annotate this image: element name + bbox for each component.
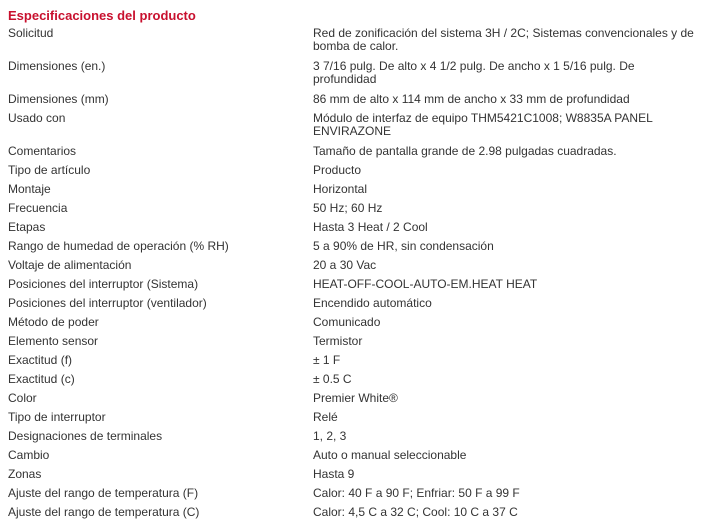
spec-value: Módulo de interfaz de equipo THM5421C1008; W8835A PANEL ENVIRAZONE (313, 111, 653, 138)
spec-label: Usado con (8, 111, 66, 125)
spec-value: Calor: 40 F a 90 F; Enfriar: 50 F a 99 F (313, 486, 520, 500)
spec-label: Exactitud (c) (8, 372, 75, 386)
spec-label: Solicitud (8, 26, 54, 40)
spec-value: Auto o manual seleccionable (313, 448, 467, 462)
spec-row (8, 297, 701, 316)
spec-label: Voltaje de alimentación (8, 258, 132, 272)
spec-label: Método de poder (8, 315, 99, 329)
spec-label: Frecuencia (8, 201, 68, 215)
spec-value: Hasta 9 (313, 467, 355, 481)
spec-label: Exactitud (f) (8, 353, 73, 367)
spec-value: HEAT-OFF-COOL-AUTO-EM.HEAT HEAT (313, 277, 538, 291)
spec-row (8, 93, 701, 112)
spec-label: Montaje (8, 182, 51, 196)
specifications-table (8, 27, 701, 525)
spec-row (8, 112, 701, 145)
spec-label: Dimensiones (en.) (8, 59, 106, 73)
spec-row (8, 468, 701, 487)
spec-row (8, 487, 701, 506)
spec-label: Elemento sensor (8, 334, 99, 348)
spec-value: Red de zonificación del sistema 3H / 2C; Sistemas convencionales y de bomba de calor. (313, 26, 694, 53)
spec-value: Hasta 3 Heat / 2 Cool (313, 220, 428, 234)
spec-label: Cambio (8, 448, 50, 462)
spec-value: 50 Hz; 60 Hz (313, 201, 383, 215)
spec-value: Relé (313, 410, 338, 424)
spec-label: Etapas (8, 220, 46, 234)
spec-value: 20 a 30 Vac (313, 258, 377, 272)
spec-label: Posiciones del interruptor (Sistema) (8, 277, 199, 291)
spec-label: Comentarios (8, 144, 77, 158)
spec-row (8, 411, 701, 430)
spec-label: Tipo de interruptor (8, 410, 106, 424)
spec-value: Premier White® (313, 391, 398, 405)
spec-value: ± 0.5 C (313, 372, 352, 386)
spec-value: Producto (313, 163, 362, 177)
spec-row (8, 202, 701, 221)
spec-row (8, 27, 701, 60)
spec-row (8, 164, 701, 183)
spec-label: Rango de humedad de operación (% RH) (8, 239, 229, 253)
spec-row (8, 373, 701, 392)
section-title: Especificaciones del producto (8, 8, 196, 23)
spec-row (8, 60, 701, 93)
spec-label: Ajuste del rango de temperatura (C) (8, 505, 200, 519)
spec-row (8, 221, 701, 240)
spec-value: Encendido automático (313, 296, 432, 310)
spec-label: Tipo de artículo (8, 163, 91, 177)
spec-row (8, 145, 701, 164)
spec-row (8, 506, 701, 525)
spec-value: ± 1 F (313, 353, 341, 367)
spec-row (8, 278, 701, 297)
spec-value: 5 a 90% de HR, sin condensación (313, 239, 494, 253)
spec-value: 3 7/16 pulg. De alto x 4 1/2 pulg. De ancho x 1 5/16 pulg. De profundidad (313, 59, 635, 86)
spec-label: Dimensiones (mm) (8, 92, 109, 106)
spec-value: Termistor (313, 334, 363, 348)
spec-row (8, 449, 701, 468)
spec-value: Calor: 4,5 C a 32 C; Cool: 10 C a 37 C (313, 505, 518, 519)
spec-label: Zonas (8, 467, 42, 481)
spec-value: Comunicado (313, 315, 381, 329)
spec-value: Tamaño de pantalla grande de 2.98 pulgadas cuadradas. (313, 144, 617, 158)
spec-row (8, 430, 701, 449)
spec-label: Posiciones del interruptor (ventilador) (8, 296, 207, 310)
spec-label: Color (8, 391, 37, 405)
spec-value: Horizontal (313, 182, 368, 196)
spec-label: Ajuste del rango de temperatura (F) (8, 486, 199, 500)
spec-row (8, 240, 701, 259)
spec-row (8, 392, 701, 411)
spec-row (8, 316, 701, 335)
spec-value: 1, 2, 3 (313, 429, 347, 443)
spec-value: 86 mm de alto x 114 mm de ancho x 33 mm de profundidad (313, 92, 630, 106)
spec-row (8, 183, 701, 202)
spec-label: Designaciones de terminales (8, 429, 163, 443)
spec-row (8, 259, 701, 278)
spec-row (8, 354, 701, 373)
spec-row (8, 335, 701, 354)
